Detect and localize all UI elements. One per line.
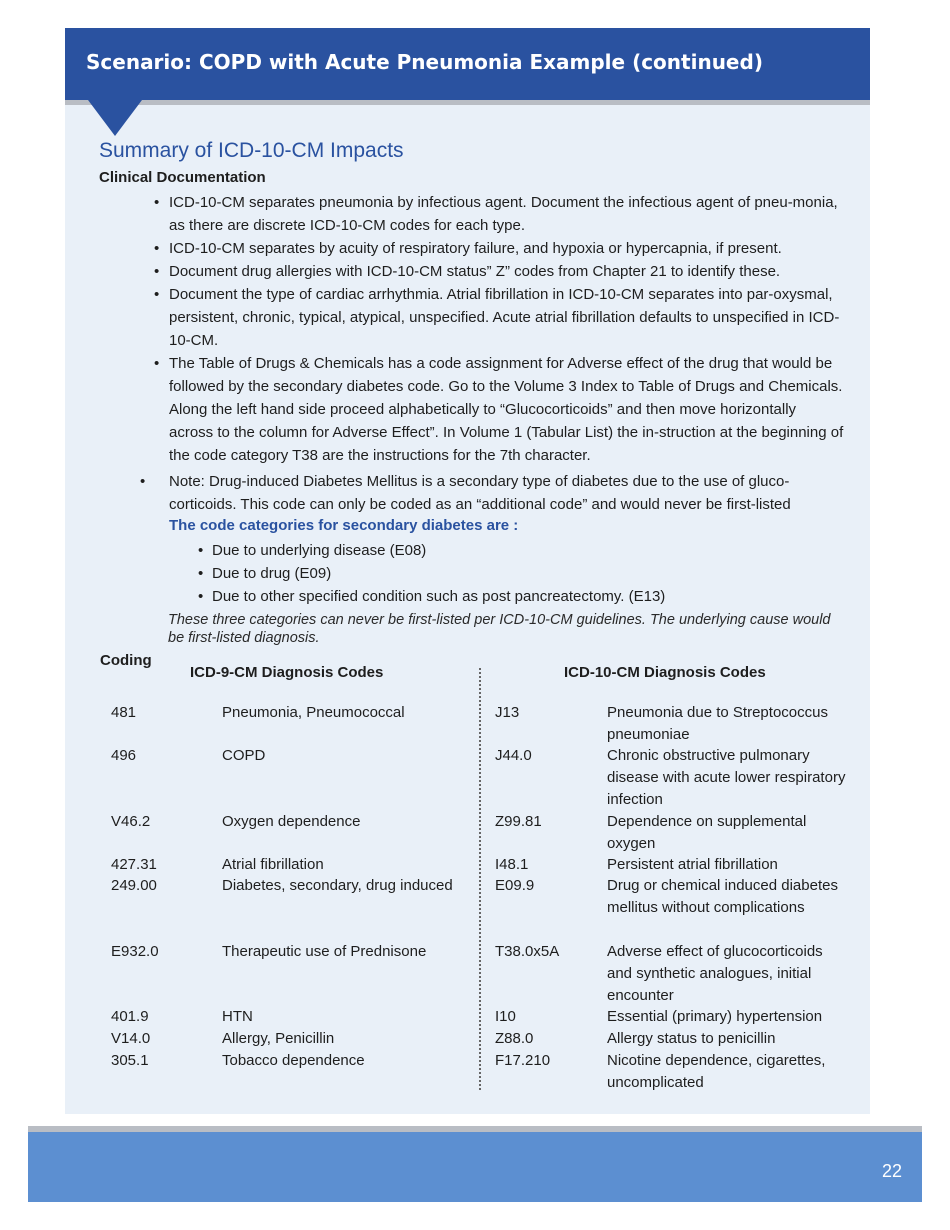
icd9-code: 481 [111, 704, 137, 721]
icd9-description: Therapeutic use of Prednisone [222, 943, 427, 960]
header-shadow [65, 100, 870, 105]
icd9-description: Allergy, Penicillin [222, 1030, 335, 1047]
page-number: 22 [882, 1161, 903, 1181]
icd9-code: V14.0 [111, 1030, 151, 1047]
icd9-code: 305.1 [111, 1052, 149, 1069]
icd10-code: Z88.0 [495, 1030, 534, 1047]
icd9-code: E932.0 [111, 943, 159, 960]
icd9-description: COPD [222, 747, 266, 764]
note-bullet: • [140, 473, 146, 490]
icd10-column-heading: ICD-10-CM Diagnosis Codes [564, 664, 766, 681]
icd9-description: Diabetes, secondary, drug induced [222, 877, 453, 894]
table-row [0, 745, 950, 811]
icd9-code: 249.00 [111, 877, 157, 894]
note-text: Note: Drug-induced Diabetes Mellitus is a secondary type of diabetes due to the use of gluco-corticoids. This code can only be coded as an “additional code” and would never be first-listed [169, 473, 791, 513]
list-item: • Due to drug (E09) [198, 562, 665, 585]
codes-table [0, 702, 950, 1094]
icd10-description: Nicotine dependence, cigarettes, uncomplicated [607, 1052, 826, 1091]
table-row [0, 854, 950, 875]
list-item: • ICD-10-CM separates by acuity of respiratory failure, and hypoxia or hypercapnia, if present. [154, 237, 844, 260]
guideline-note: These three categories can never be first-listed per ICD-10-CM guidelines. The underlying cause would be first-listed diagnosis. [168, 612, 831, 646]
table-row [0, 941, 950, 1006]
icd9-description: Oxygen dependence [222, 813, 361, 830]
diabetes-note [140, 470, 840, 516]
icd9-description: Pneumonia, Pneumococcal [222, 704, 405, 721]
icd9-description: Tobacco dependence [222, 1052, 365, 1069]
icd10-code: J13 [495, 704, 520, 721]
table-row [0, 702, 950, 745]
list-item: • Document the type of cardiac arrhythmia. Atrial fibrillation in ICD-10-CM separates into par-oxysmal, persistent, chronic, typical, atypical, unspecified. Acute atrial fibrillation defaults to unspecified in ICD-10-CM. [154, 283, 844, 352]
list-item: • Due to other specified condition such as post pancreatectomy. (E13) [198, 585, 665, 608]
icd9-column-heading: ICD-9-CM Diagnosis Codes [190, 664, 384, 681]
table-row [0, 1028, 950, 1050]
icd10-code: Z99.81 [495, 813, 542, 830]
icd10-description: Allergy status to penicillin [607, 1030, 776, 1047]
footer-bar [28, 1132, 922, 1202]
icd10-description: Pneumonia due to Streptococcus pneumoniae [607, 704, 828, 743]
coding-label: Coding [100, 652, 152, 669]
list-item: • The Table of Drugs & Chemicals has a code assignment for Adverse effect of the drug that would be followed by the secondary diabetes code. Go to the Volume 3 Index to Table of Drugs and Chemicals. Along the left hand side proceed alphabetically to “Glucocorticoids” and then move horizontally across to the column for Adverse Effect”. In Volume 1 (Tabular List) the in-struction at the beginning of the code category T38 are the instructions for the 7th character. [154, 352, 844, 467]
list-item: • Document drug allergies with ICD-10-CM status” Z” codes from Chapter 21 to identify these. [154, 260, 844, 283]
icd10-description: Adverse effect of glucocorticoids and synthetic analogues, initial encounter [607, 943, 823, 1004]
table-row [0, 1050, 950, 1094]
page-title: Scenario: COPD with Acute Pneumonia Example (continued) [86, 50, 763, 74]
icd9-code: 496 [111, 747, 137, 764]
table-row [0, 811, 950, 854]
icd10-code: I48.1 [495, 856, 529, 873]
icd10-code: E09.9 [495, 877, 535, 894]
section-title: Summary of ICD-10-CM Impacts [99, 139, 404, 162]
table-row [0, 875, 950, 941]
list-item: • Due to underlying disease (E08) [198, 539, 665, 562]
clinical-documentation-heading: Clinical Documentation [99, 169, 266, 186]
icd9-code: 427.31 [111, 856, 157, 873]
icd10-description: Persistent atrial fibrillation [607, 856, 778, 873]
icd10-code: I10 [495, 1008, 516, 1025]
icd10-code: F17.210 [495, 1052, 551, 1069]
icd10-code: J44.0 [495, 747, 532, 764]
icd9-description: Atrial fibrillation [222, 856, 324, 873]
icd10-description: Drug or chemical induced diabetes mellitus without complications [607, 877, 838, 916]
icd9-code: 401.9 [111, 1008, 149, 1025]
categories-list [198, 539, 665, 608]
header-notch [88, 100, 142, 136]
icd10-description: Chronic obstructive pulmonary disease with acute lower respiratory infection [607, 747, 846, 808]
icd10-description: Essential (primary) hypertension [607, 1008, 823, 1025]
categories-title: The code categories for secondary diabetes are : [169, 517, 519, 534]
clinical-documentation-list [154, 191, 844, 467]
icd10-description: Dependence on supplemental oxygen [607, 813, 807, 852]
list-item: • ICD-10-CM separates pneumonia by infectious agent. Document the infectious agent of pneu-monia, as there are discrete ICD-10-CM codes for each type. [154, 191, 844, 237]
icd10-code: T38.0x5A [495, 943, 560, 960]
icd9-description: HTN [222, 1008, 253, 1025]
table-row [0, 1006, 950, 1028]
icd9-code: V46.2 [111, 813, 151, 830]
